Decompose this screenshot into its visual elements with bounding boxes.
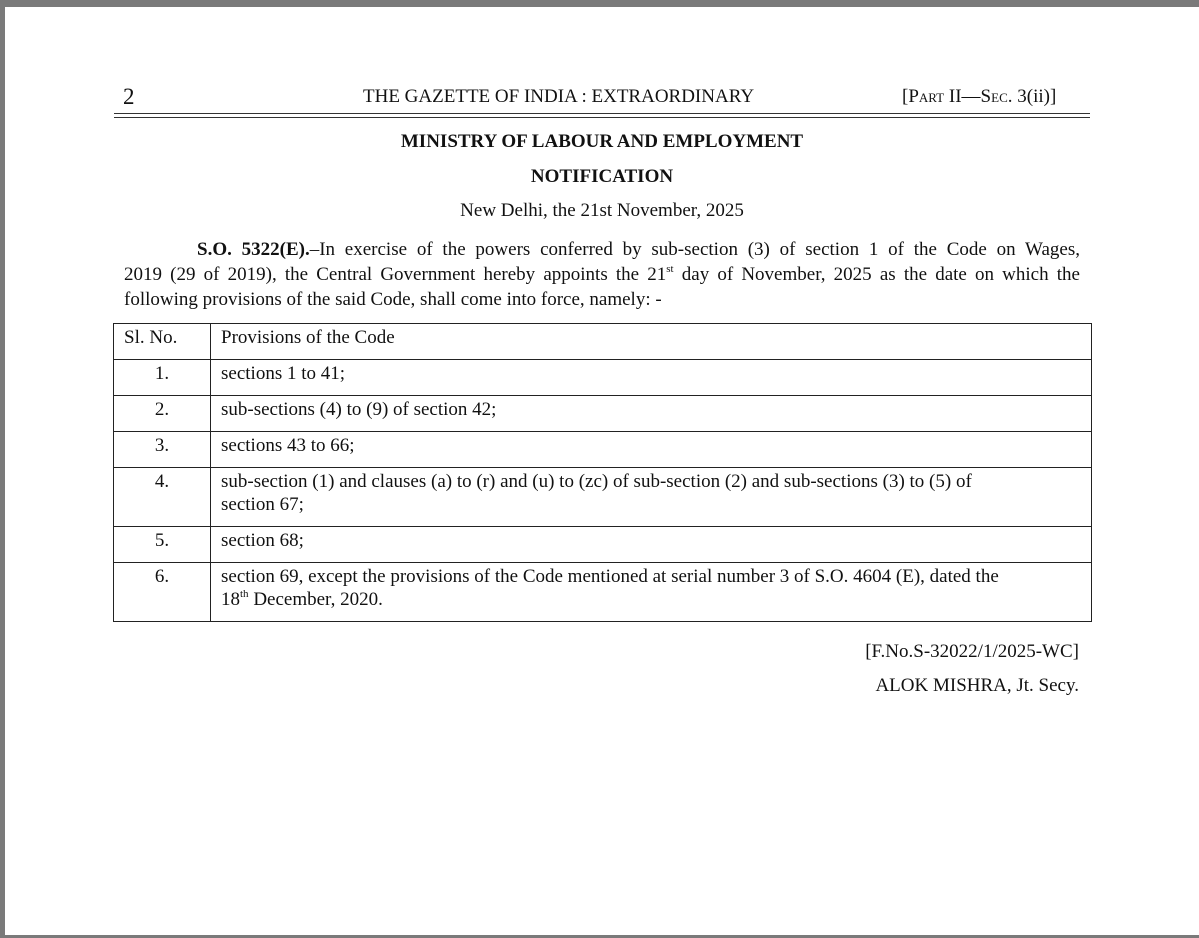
row-provision: sub-sections (4) to (9) of section 42; xyxy=(211,396,1092,432)
paragraph-line-1: S.O. 5322(E).–In exercise of the powers conferred by sub-section (3) of section 1 of the Code on Wages, xyxy=(197,239,1080,260)
paragraph-line-2: 2019 (29 of 2019), the Central Government hereby appoints the 21st day of November, 2025 as the date on which the xyxy=(124,263,1080,285)
row-sl-no: 1. xyxy=(114,360,211,396)
notification-heading: NOTIFICATION xyxy=(530,166,674,187)
table-row xyxy=(114,396,1092,432)
ministry-heading: MINISTRY OF LABOUR AND EMPLOYMENT xyxy=(400,131,804,152)
page-number: 2 xyxy=(123,84,135,109)
paragraph-line-3: following provisions of the said Code, shall come into force, namely: - xyxy=(124,289,662,310)
table-row xyxy=(114,432,1092,468)
column-header-sl-no: Sl. No. xyxy=(114,324,211,360)
provisions-table xyxy=(113,323,1092,622)
column-header-provisions: Provisions of the Code xyxy=(211,324,1092,360)
gazette-title: THE GAZETTE OF INDIA : EXTRAORDINARY xyxy=(363,86,755,107)
table-row xyxy=(114,468,1092,527)
row-sl-no: 2. xyxy=(114,396,211,432)
part-section-label: [Part II—Sec. 3(ii)] xyxy=(902,86,1057,107)
row-provision: sub-section (1) and clauses (a) to (r) and (u) to (zc) of sub-section (2) and sub-sections (3) to (5) of section 67; xyxy=(211,468,1092,527)
place-date: New Delhi, the 21st November, 2025 xyxy=(460,200,744,221)
table-row xyxy=(114,360,1092,396)
header-rule-top xyxy=(114,113,1090,114)
row-sl-no: 6. xyxy=(114,563,211,622)
row-sl-no: 5. xyxy=(114,527,211,563)
row-provision: sections 43 to 66; xyxy=(211,432,1092,468)
header-rule-bottom xyxy=(114,117,1090,118)
table-header-row xyxy=(114,324,1092,360)
row-provision: section 68; xyxy=(211,527,1092,563)
row-provision: section 69, except the provisions of the Code mentioned at serial number 3 of S.O. 4604 (E), dated the 18th December, 2020. xyxy=(211,563,1092,622)
file-number: [F.No.S-32022/1/2025-WC] xyxy=(865,641,1079,662)
table-row xyxy=(114,563,1092,622)
table-row xyxy=(114,527,1092,563)
notification-paragraph xyxy=(124,237,1080,312)
gazette-page xyxy=(5,7,1199,935)
signatory: ALOK MISHRA, Jt. Secy. xyxy=(875,675,1079,696)
row-provision: sections 1 to 41; xyxy=(211,360,1092,396)
so-number: S.O. 5322(E). xyxy=(197,239,310,260)
row-sl-no: 3. xyxy=(114,432,211,468)
row-sl-no: 4. xyxy=(114,468,211,527)
